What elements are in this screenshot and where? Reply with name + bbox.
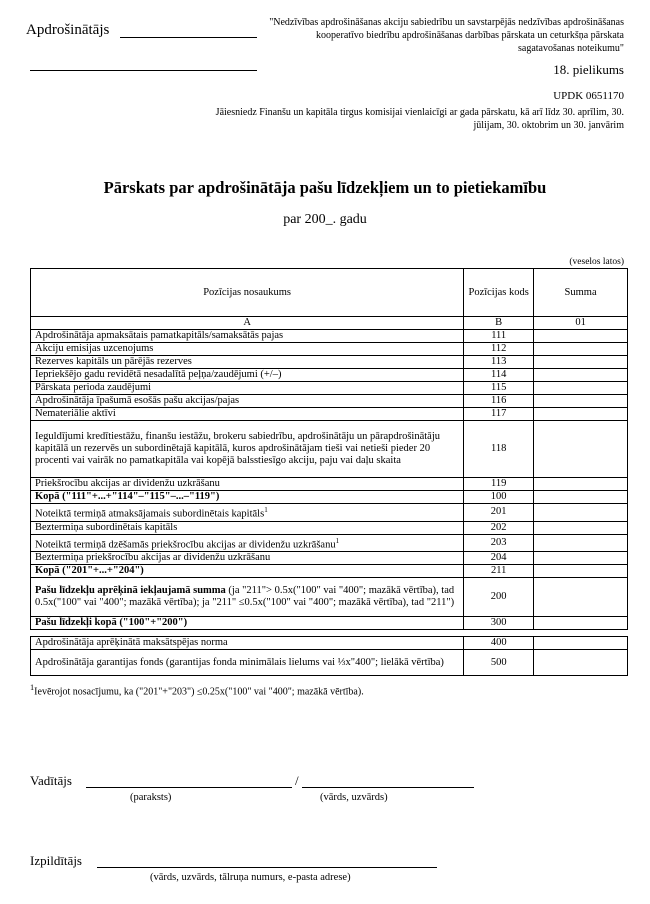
row-name-text: Ieguldījumi kredītiestāžu, finanšu iestāžu, brokeru sabiedrību, apdrošinātāju un pārapdrošinātāju kapitālā un rezervēs un subordinētajā kapitālā, kuros apdrošinātājam tieši vai netieši pieder 20 procenti vai vairāk no pamatkapitāla vai kopējā balsstiesīgo akciju, paju vai daļu skaita <box>35 431 441 466</box>
row-code: 113 <box>464 356 534 369</box>
row-name-text: Beztermiņa subordinētais kapitāls <box>35 521 178 533</box>
row-name-text: Kopā ("111"+...+"114"–"115"–...–"119") <box>35 491 220 502</box>
row-name-text: Iepriekšējo gadu revidētā nesadalītā peļņa/zaudējumi (+/–) <box>35 369 282 380</box>
table-row <box>31 421 628 478</box>
row-sum-cell[interactable] <box>534 382 628 395</box>
head-label: Vadītājs <box>30 773 72 788</box>
row-code: 119 <box>464 478 534 491</box>
table-row <box>31 504 628 522</box>
table-header-row <box>31 269 628 317</box>
footnote <box>30 683 364 697</box>
table-row <box>31 552 628 565</box>
row-name <box>31 565 464 578</box>
table-row <box>31 637 628 650</box>
table-row <box>31 382 628 395</box>
head-name-line[interactable] <box>302 787 474 788</box>
row-name <box>31 534 464 552</box>
table-row <box>31 617 628 630</box>
column-key-b: B <box>464 317 534 330</box>
row-name <box>31 421 464 478</box>
column-header-name: Pozīcijas nosaukums <box>31 269 464 317</box>
signature-caption: (paraksts) <box>130 792 172 803</box>
row-code: 116 <box>464 395 534 408</box>
row-code: 115 <box>464 382 534 395</box>
annex-number: 18. pielikums <box>553 62 624 77</box>
units-note: (veselos latos) <box>569 257 624 267</box>
table-row <box>31 565 628 578</box>
row-sum-cell[interactable] <box>534 552 628 565</box>
row-name <box>31 382 464 395</box>
executor-label: Izpildītājs <box>30 853 82 868</box>
row-name-text: (ja "211"> 0.5x("100" vai "400"; mazākā vērtība), tad 0.5x("100" vai "400"; mazākā vērtība); ja "211" ≤0.5x("100" vai "400"; mazākā vērtība), tad "211") <box>35 585 455 608</box>
row-code: 203 <box>464 534 534 552</box>
row-name <box>31 521 464 534</box>
row-name <box>31 650 464 676</box>
row-sum-cell[interactable] <box>534 637 628 650</box>
row-name <box>31 578 464 617</box>
table-key-row <box>31 317 628 330</box>
table-row <box>31 478 628 491</box>
column-header-sum: Summa <box>534 269 628 317</box>
row-name <box>31 369 464 382</box>
signature-slash: / <box>295 773 299 788</box>
row-name-text: Apdrošinātāja apmaksātais pamatkapitāls/samaksātās pajas <box>35 330 284 341</box>
submission-note: Jāiesniedz Finanšu un kapitāla tirgus komisijai vienlaicīgi ar gada pārskatu, kā arī līdz 30. aprīlim, 30. jūlijam, 30. oktobrim un 30. janvārim <box>215 107 624 131</box>
table-row <box>31 369 628 382</box>
insurer-label: Apdrošinātājs <box>26 22 110 38</box>
row-name <box>31 552 464 565</box>
solvency-table <box>30 636 628 676</box>
row-code: 202 <box>464 521 534 534</box>
table-row <box>31 356 628 369</box>
row-code: 117 <box>464 408 534 421</box>
row-name <box>31 408 464 421</box>
row-code: 114 <box>464 369 534 382</box>
footnote-text: Ievērojot nosacījumu, ka ("201"+"203") ≤0.25x("100" vai "400"; mazākā vērtība). <box>34 686 364 698</box>
row-name-text: Akciju emisijas uzcenojums <box>35 343 154 354</box>
row-code: 112 <box>464 343 534 356</box>
row-name-text: Apdrošinātāja garantijas fonds (garantijas fonda minimālais lielums vai ⅓x"400"; lielākā vērtība) <box>35 656 444 668</box>
row-name-text: Noteiktā termiņā dzēšamās priekšrocību akcijas ar dividenžu uzkrāšanu <box>35 539 336 550</box>
row-name <box>31 395 464 408</box>
column-key-01: 01 <box>534 317 628 330</box>
executor-caption: (vārds, uzvārds, tālruņa numurs, e-pasta adrese) <box>150 872 351 883</box>
row-code: 500 <box>464 650 534 676</box>
row-name-text: Priekšrocību akcijas ar dividenžu uzkrāšanu <box>35 478 220 489</box>
row-sum-cell[interactable] <box>534 578 628 617</box>
row-name-text: Rezerves kapitāls un pārējās rezerves <box>35 356 192 367</box>
row-name-text: Nemateriālie aktīvi <box>35 408 116 419</box>
row-sum-cell[interactable] <box>534 356 628 369</box>
row-sum-cell[interactable] <box>534 369 628 382</box>
row-sum-cell[interactable] <box>534 408 628 421</box>
row-name-text: Pārskata perioda zaudējumi <box>35 382 152 393</box>
row-name-bold: Pašu līdzekļu aprēķinā iekļaujamā summa <box>35 585 226 596</box>
row-sum-cell[interactable] <box>534 617 628 630</box>
row-sum-cell[interactable] <box>534 504 628 522</box>
table-row <box>31 534 628 552</box>
row-name-text: Pašu līdzekļi kopā ("100"+"200") <box>35 617 188 628</box>
row-code: 100 <box>464 491 534 504</box>
row-name <box>31 491 464 504</box>
row-name-text: Apdrošinātāja aprēķinātā maksātspējas norma <box>35 637 228 648</box>
row-sum-cell[interactable] <box>534 534 628 552</box>
row-sum-cell[interactable] <box>534 478 628 491</box>
row-name <box>31 356 464 369</box>
row-sum-cell[interactable] <box>534 421 628 478</box>
table-row <box>31 408 628 421</box>
row-code: 211 <box>464 565 534 578</box>
row-sum-cell[interactable] <box>534 343 628 356</box>
row-sum-cell[interactable] <box>534 491 628 504</box>
row-code: 204 <box>464 552 534 565</box>
table-row <box>31 650 628 676</box>
row-code: 201 <box>464 504 534 522</box>
row-name-text: Apdrošinātāja īpašumā esošās pašu akcijas/pajas <box>35 395 240 406</box>
row-name-text: Beztermiņa priekšrocību akcijas ar dividenžu uzkrāšanu <box>35 552 271 563</box>
table-row <box>31 521 628 534</box>
form-code: UPDK 0651170 <box>553 90 624 102</box>
row-code: 118 <box>464 421 534 478</box>
footnote-ref: 1 <box>335 536 340 545</box>
row-sum-cell[interactable] <box>534 650 628 676</box>
row-sum-cell[interactable] <box>534 395 628 408</box>
row-name <box>31 330 464 343</box>
report-period: par 200_. gadu <box>283 212 367 227</box>
regulation-reference: "Nedzīvības apdrošināšanas akciju sabiedrību un savstarpējās nedzīvības apdrošināšanas kooperatīvo biedrību apdrošināšanas darbības pārskata un ceturkšņa pārskata sagatavošanas noteikumu" <box>269 17 624 54</box>
footnote-ref: 1 <box>264 506 268 514</box>
row-name <box>31 617 464 630</box>
table-row <box>31 578 628 617</box>
column-header-code: Pozīcijas kods <box>464 269 534 317</box>
insurer-name-line-2[interactable] <box>30 70 257 71</box>
head-signature-line[interactable] <box>86 787 292 788</box>
executor-line[interactable] <box>97 867 437 868</box>
insurer-name-line[interactable] <box>120 37 257 38</box>
row-code: 200 <box>464 578 534 617</box>
name-caption: (vārds, uzvārds) <box>320 792 388 803</box>
row-code: 400 <box>464 637 534 650</box>
row-code: 111 <box>464 330 534 343</box>
table-row <box>31 395 628 408</box>
table-row <box>31 491 628 504</box>
table-row <box>31 343 628 356</box>
row-code: 300 <box>464 617 534 630</box>
column-key-a: A <box>31 317 464 330</box>
row-name <box>31 637 464 650</box>
report-title: Pārskats par apdrošinātāja pašu līdzekļiem un to pietiekamību <box>103 178 547 197</box>
row-name <box>31 478 464 491</box>
own-funds-table <box>30 268 628 630</box>
row-sum-cell[interactable] <box>534 565 628 578</box>
row-sum-cell[interactable] <box>534 521 628 534</box>
row-sum-cell[interactable] <box>534 330 628 343</box>
footnote-mark: 1 <box>30 683 35 692</box>
row-name <box>31 504 464 522</box>
row-name-text: Noteiktā termiņā atmaksājamais subordinētais kapitāls <box>35 508 265 520</box>
table-row <box>31 330 628 343</box>
row-name <box>31 343 464 356</box>
row-name-text: Kopā ("201"+...+"204") <box>35 565 144 576</box>
